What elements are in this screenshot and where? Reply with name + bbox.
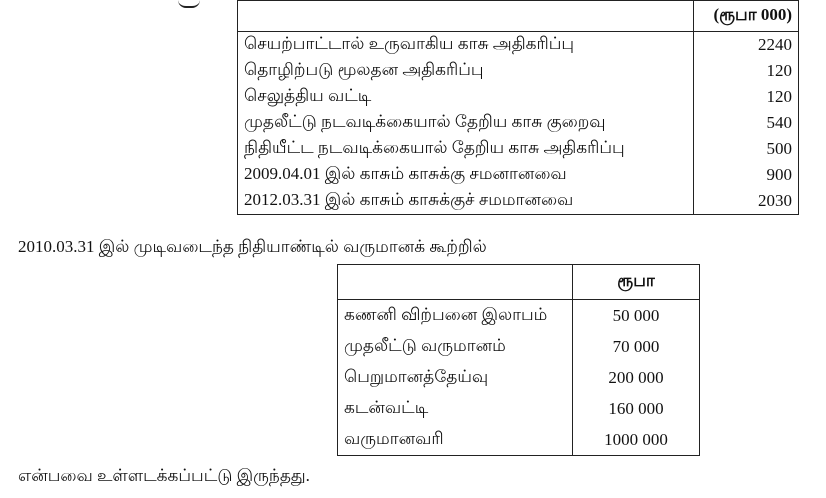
table-row	[338, 424, 700, 456]
row-value: 500	[694, 136, 799, 162]
table-row	[338, 362, 700, 393]
row-label: செலுத்திய வட்டி	[238, 84, 694, 110]
row-value: 120	[694, 84, 799, 110]
table-header-row	[338, 265, 700, 300]
unit-header: ரூபா	[573, 265, 700, 300]
table-row	[238, 110, 799, 136]
row-value: 2030	[694, 188, 799, 215]
row-label: கணனி விற்பனை இலாபம்	[338, 300, 573, 332]
closing-paragraph: என்பவை உள்ளடக்கப்பட்டு இருந்தது.	[18, 466, 310, 485]
row-label: பெறுமானத்தேய்வு	[338, 362, 573, 393]
row-label: செயற்பாட்டால் உருவாகிய காசு அதிகரிப்பு	[238, 32, 694, 59]
row-value: 900	[694, 162, 799, 188]
header-blank-cell	[338, 265, 573, 300]
row-label: வருமானவரி	[338, 424, 573, 456]
table-row	[238, 188, 799, 215]
intro-paragraph: 2010.03.31 இல் முடிவடைந்த நிதியாண்டில் வருமானக் கூற்றில்	[18, 237, 487, 256]
table-row	[338, 393, 700, 424]
row-value: 50 000	[573, 300, 700, 332]
row-label: முதலீட்டு வருமானம்	[338, 331, 573, 362]
row-value: 200 000	[573, 362, 700, 393]
row-value: 120	[694, 58, 799, 84]
row-value: 160 000	[573, 393, 700, 424]
row-label: 2012.03.31 இல் காசும் காசுக்குச் சமமானவை	[238, 188, 694, 215]
row-value: 2240	[694, 32, 799, 59]
row-value: 70 000	[573, 331, 700, 362]
table-row	[338, 331, 700, 362]
row-label: முதலீட்டு நடவடிக்கையால் தேறிய காசு குறைவு	[238, 110, 694, 136]
clipped-text-fragment	[178, 0, 200, 8]
table-row	[238, 136, 799, 162]
row-label: 2009.04.01 இல் காசும் காசுக்கு சமனானவை	[238, 162, 694, 188]
table-row	[238, 162, 799, 188]
table-row	[238, 58, 799, 84]
cash-flow-table	[237, 0, 799, 215]
table-row	[238, 84, 799, 110]
row-value: 1000 000	[573, 424, 700, 456]
unit-header: (ரூபா 000)	[694, 1, 799, 32]
row-value: 540	[694, 110, 799, 136]
income-statement-table	[337, 264, 700, 456]
table-row	[238, 32, 799, 59]
row-label: கடன்வட்டி	[338, 393, 573, 424]
row-label: தொழிற்படு மூலதன அதிகரிப்பு	[238, 58, 694, 84]
header-blank-cell	[238, 1, 694, 32]
table-header-row	[238, 1, 799, 32]
row-label: நிதியீட்ட நடவடிக்கையால் தேறிய காசு அதிகரிப்பு	[238, 136, 694, 162]
table-row	[338, 300, 700, 332]
